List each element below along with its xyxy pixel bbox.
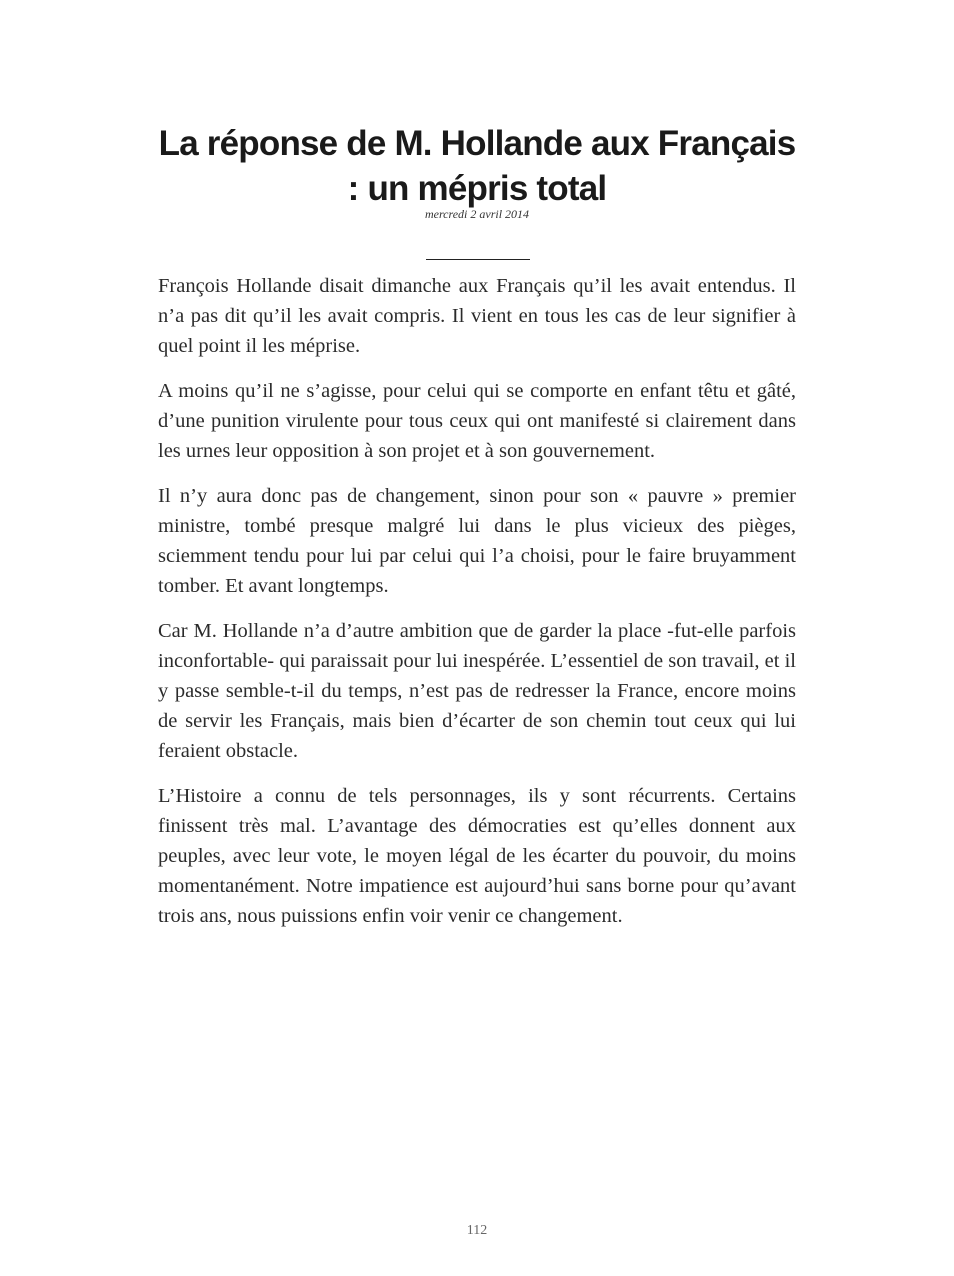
page-number: 112 [466,1223,488,1238]
article-title: La réponse de M. Hollande aux Français : un mépris total [158,124,796,208]
article-body [158,271,796,946]
title-separator [426,259,530,260]
paragraph: A moins qu’il ne s’agisse, pour celui qui se comporte en enfant têtu et gâté, d’une punition virulente pour tous ceux qui ont manifesté si clairement dans les urnes leur opposition à son projet et à son gouvernement. [158,380,796,462]
paragraph: Car M. Hollande n’a d’autre ambition que de garder la place -fut-elle parfois inconfortable- qui paraissait pour lui inespérée. L’essentiel de son travail, et il y passe semble-t-il du temps, n’est pas de redresser la France, encore moins de servir les Français, mais bien d’écarter de son chemin tout ceux qui lui feraient obstacle. [158,620,796,762]
article-date: mercredi 2 avril 2014 [424,207,530,221]
paragraph: L’Histoire a connu de tels personnages, ils y sont récurrents. Certains finissent très mal. L’avantage des démocraties est qu’elles donnent aux peuples, avec leur vote, le moyen légal de les écarter du pouvoir, du moins momentanément. Notre impatience est aujourd’hui sans borne pour qu’avant trois ans, nous puissions enfin voir venir ce changement. [158,785,796,927]
paragraph: Il n’y aura donc pas de changement, sinon pour son « pauvre » premier ministre, tombé presque malgré lui dans le plus vicieux des pièges, sciemment tendu pour lui par celui qui l’a choisi, pour le faire bruyamment tomber. Et avant longtemps. [158,485,796,597]
paragraph: François Hollande disait dimanche aux Français qu’il les avait entendus. Il n’a pas dit qu’il les avait compris. Il vient en tous les cas de leur signifier à quel point il les méprise. [158,275,796,357]
